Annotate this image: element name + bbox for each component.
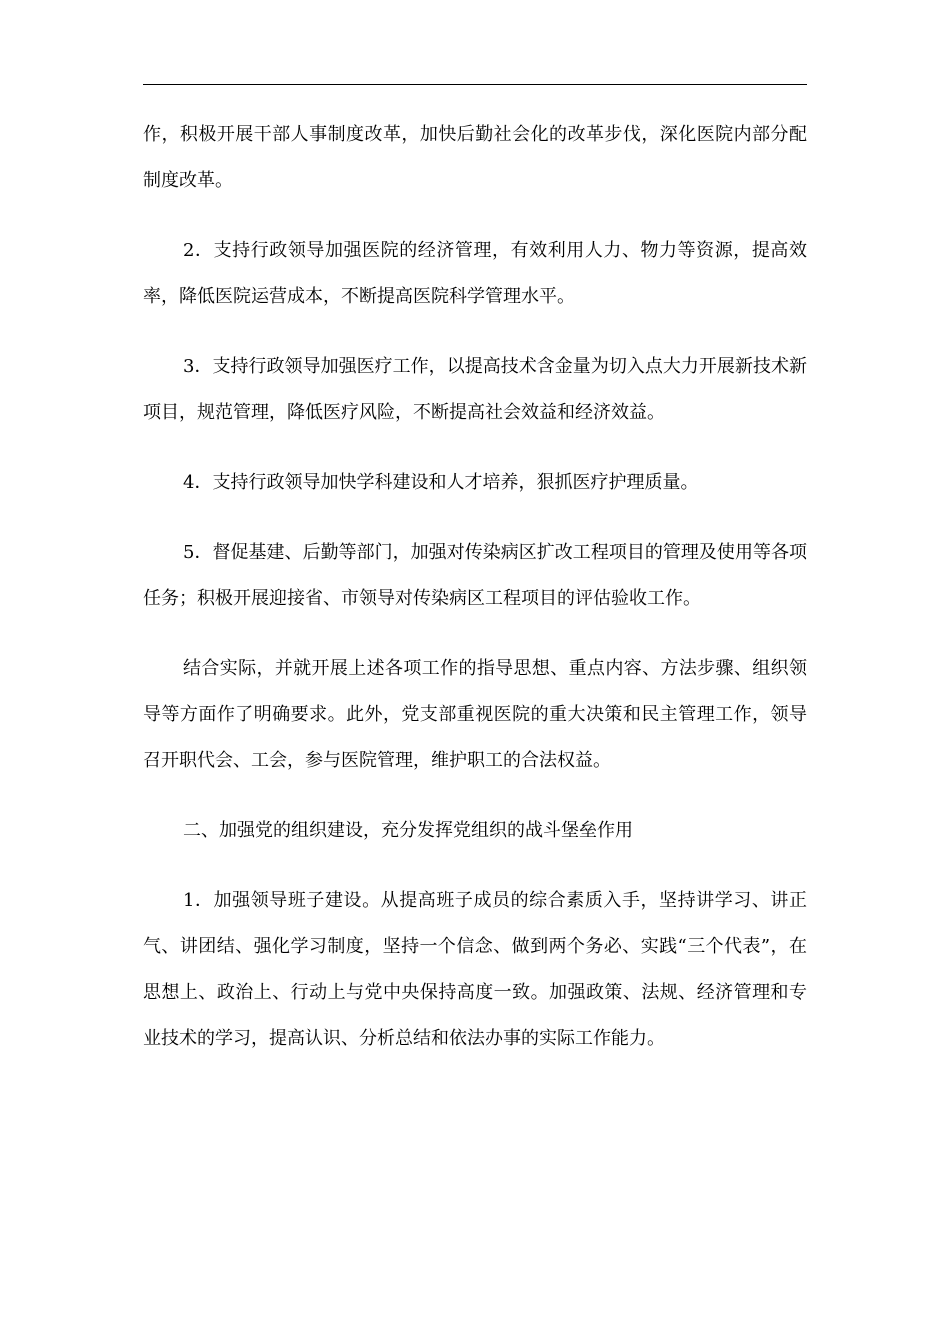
document-body bbox=[143, 112, 807, 1062]
paragraph-section-item-1: 1．加强领导班子建设。从提高班子成员的综合素质入手，坚持讲学习、讲正气、讲团结、强化学习制度，坚持一个信念、做到两个务必、实践“三个代表”，在思想上、政治上、行动上与党中央保持高度一致。加强政策、法规、经济管理和专业技术的学习，提高认识、分析总结和依法办事的实际工作能力。 bbox=[143, 890, 807, 1049]
paragraph-item-3: 3．支持行政领导加强医疗工作，以提高技术含金量为切入点大力开展新技术新项目，规范管理，降低医疗风险，不断提高社会效益和经济效益。 bbox=[143, 356, 807, 423]
header-rule bbox=[143, 84, 807, 85]
paragraph-item-4: 4．支持行政领导加快学科建设和人才培养，狠抓医疗护理质量。 bbox=[183, 472, 699, 493]
paragraph-continuation: 作，积极开展干部人事制度改革，加快后勤社会化的改革步伐，深化医院内部分配制度改革。 bbox=[143, 124, 807, 191]
paragraph-item-2: 2．支持行政领导加强医院的经济管理，有效利用人力、物力等资源，提高效率，降低医院运营成本，不断提高医院科学管理水平。 bbox=[143, 240, 807, 307]
section-heading: 二、加强党的组织建设，充分发挥党组织的战斗堡垒作用 bbox=[183, 820, 633, 841]
paragraph-item-5: 5．督促基建、后勤等部门，加强对传染病区扩改工程项目的管理及使用等各项任务；积极开展迎接省、市领导对传染病区工程项目的评估验收工作。 bbox=[143, 542, 807, 609]
paragraph-summary: 结合实际，并就开展上述各项工作的指导思想、重点内容、方法步骤、组织领导等方面作了明确要求。此外，党支部重视医院的重大决策和民主管理工作，领导召开职代会、工会，参与医院管理，维护职工的合法权益。 bbox=[143, 658, 807, 771]
